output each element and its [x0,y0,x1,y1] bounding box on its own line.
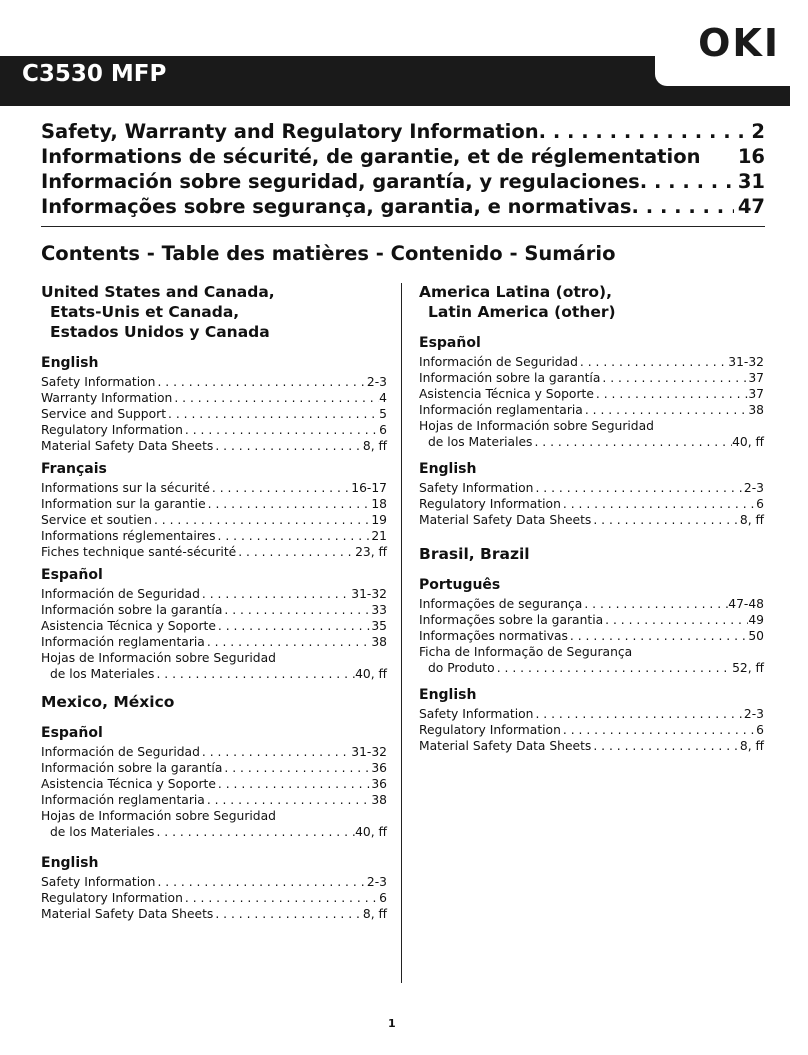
toc-entry[interactable] [41,874,387,890]
entry-title: Informações normativas [419,629,568,643]
title-text: Información sobre seguridad, garantía, y regulaciones [41,170,640,193]
toc-entry[interactable] [419,386,764,402]
entry-title: Information sur la garantie [41,497,206,511]
leader-dots [213,906,363,922]
leader-dots [154,824,355,840]
region-heading [41,282,387,342]
entry-title: Service and Support [41,407,167,421]
entry-page: 36 [371,777,387,791]
entry-title: Safety Information [41,375,156,389]
language-heading: English [419,687,477,703]
leader-dots [495,660,732,676]
leader-dots [632,194,734,219]
title-line[interactable] [41,119,765,144]
leader-dots [591,738,740,754]
toc-entry[interactable] [41,374,387,390]
leader-dots [568,628,748,644]
toc-entry[interactable] [41,744,387,760]
entry-title: Información de Seguridad [41,745,200,759]
leader-dots [591,512,740,528]
entry-title: Regulatory Information [41,891,183,905]
title-line[interactable] [41,194,765,219]
entry-page: 2-3 [366,875,387,889]
entry-title: Informations sur la sécurité [41,481,210,495]
region-line: America Latina (otro), [419,283,613,301]
toc-entry[interactable] [41,792,387,808]
leader-dots [183,890,379,906]
entry-title: Warranty Information [41,391,173,405]
leader-dots [210,480,351,496]
entry-title: Service et soutien [41,513,152,527]
entry-title-line[interactable]: Hojas de Información sobre Seguridad [41,651,276,665]
toc-entry[interactable] [419,706,764,722]
toc-entry[interactable] [41,544,387,560]
entry-page: 35 [371,619,387,633]
leader-dots [200,744,351,760]
entry-title: Regulatory Information [41,423,183,437]
title-page: 47 [737,195,765,218]
entry-page: 38 [371,635,387,649]
leader-dots [236,544,355,560]
title-block [41,119,765,219]
leader-dots [533,706,743,722]
leader-dots [578,354,728,370]
region-line: Latin America (other) [428,303,616,321]
entry-page: 2-3 [743,481,764,495]
toc-entry[interactable] [419,402,764,418]
language-heading: Português [419,577,501,593]
entry-title: Safety Information [41,875,156,889]
toc-entry[interactable] [41,528,387,544]
leader-dots [533,480,743,496]
entry-page: 38 [748,403,764,417]
oki-logo: OKI [698,21,780,65]
language-heading: English [41,855,99,871]
toc-entry[interactable] [419,370,764,386]
entry-title: Informações de segurança [419,597,583,611]
entry-page: 6 [756,723,764,737]
title-page: 2 [751,120,765,143]
language-heading: English [419,461,477,477]
toc-entry[interactable] [41,760,387,776]
leader-dots [216,528,372,544]
region-line: Etats-Unis et Canada, [50,303,240,321]
toc-entry[interactable] [419,628,764,644]
entry-page: 5 [379,407,387,421]
entry-page: 21 [371,529,387,543]
entry-title: Información sobre la garantía [41,761,223,775]
leader-dots [213,438,363,454]
leader-dots [582,596,728,612]
toc-entry[interactable] [41,390,387,406]
entry-page: 31-32 [728,355,764,369]
entry-title: Información reglamentaria [41,793,205,807]
entry-title: Regulatory Information [419,497,561,511]
entry-title: de los Materiales [50,825,155,839]
leader-dots [222,760,371,776]
toc-entry[interactable] [41,906,387,922]
entry-title: Material Safety Data Sheets [41,907,214,921]
left-column [41,282,387,922]
entry-page: 8, ff [362,907,387,921]
entry-page: 2-3 [743,707,764,721]
entry-page: 49 [748,613,764,627]
language-heading: Français [41,461,107,477]
entry-page: 37 [748,387,764,401]
leader-dots [155,874,366,890]
title-line[interactable] [41,144,765,169]
leader-dots [166,406,379,422]
entry-title: Informations réglementaires [41,529,216,543]
leader-dots [172,390,379,406]
entry-title: Safety Information [419,481,534,495]
column-divider [401,283,402,983]
logo-subtitle: PRINTING SOLUTIONS [670,68,798,79]
entry-page: 6 [756,497,764,511]
toc-entry[interactable] [419,512,764,528]
entry-page: 37 [748,371,764,385]
leader-dots [600,370,748,386]
toc-entry[interactable] [419,354,764,370]
entry-page: 8, ff [739,513,764,527]
leader-dots [216,776,371,792]
leader-dots [205,792,372,808]
region-line: Estados Unidos y Canada [50,323,270,341]
toc-entry[interactable] [41,422,387,438]
leader-dots [200,586,351,602]
entry-page: 40, ff [732,435,764,449]
entry-title: Información de Seguridad [419,355,578,369]
entry-title-line[interactable]: Ficha de Informação de Segurança [419,645,633,659]
language-heading: Español [41,567,103,583]
page-number: 1 [388,1017,396,1030]
horizontal-rule [41,226,765,227]
toc-entry[interactable] [41,618,387,634]
toc-entry[interactable] [41,438,387,454]
entry-title: do Produto [428,661,495,675]
language-heading: Español [41,725,103,741]
entry-page: 52, ff [732,661,764,675]
model-title: C3530 MFP [22,61,167,87]
leader-dots [603,612,748,628]
entry-title: Asistencia Técnica y Soporte [41,777,216,791]
entry-title: Información sobre la garantía [419,371,601,385]
leader-dots [532,434,732,450]
toc-entry[interactable] [419,722,764,738]
entry-page: 23, ff [355,545,387,559]
leader-dots [222,602,371,618]
entry-page: 47-48 [728,597,764,611]
toc-entry[interactable] [41,666,387,682]
title-page: 31 [737,170,765,193]
entry-title: Safety Information [419,707,534,721]
toc-entry[interactable] [41,634,387,650]
entry-title: Información reglamentaria [419,403,583,417]
entry-page: 33 [371,603,387,617]
toc-entry[interactable] [41,586,387,602]
entry-page: 8, ff [362,439,387,453]
toc-entry[interactable] [41,890,387,906]
toc-entry[interactable] [41,496,387,512]
toc-entry[interactable] [419,660,764,676]
toc-entry[interactable] [419,596,764,612]
entry-page: 38 [371,793,387,807]
toc-entry[interactable] [41,776,387,792]
region-heading [419,282,764,322]
entry-title: Fiches technique santé-sécurité [41,545,237,559]
entry-page: 2-3 [366,375,387,389]
entry-title: Información sobre la garantía [41,603,223,617]
toc-entry[interactable] [419,496,764,512]
entry-title: Asistencia Técnica y Soporte [419,387,594,401]
leader-dots [539,119,748,144]
right-column [419,282,764,754]
entry-page: 40, ff [355,825,387,839]
entry-title: Información reglamentaria [41,635,205,649]
toc-entry[interactable] [41,824,387,840]
entry-page: 50 [748,629,764,643]
region-heading: Mexico, México [41,693,175,711]
leader-dots [640,169,734,194]
entry-page: 16-17 [351,481,387,495]
leader-dots [155,374,366,390]
leader-dots [183,422,379,438]
entry-page: 6 [379,891,387,905]
entry-title: de los Materiales [428,435,533,449]
title-page: 16 [737,145,765,168]
region-line: United States and Canada, [41,283,275,301]
entry-title: Regulatory Information [419,723,561,737]
leader-dots [561,496,756,512]
entry-title: Información de Seguridad [41,587,200,601]
entry-title: Asistencia Técnica y Soporte [41,619,216,633]
toc-entry[interactable] [41,406,387,422]
toc-entry[interactable] [419,612,764,628]
toc-entry[interactable] [41,512,387,528]
leader-dots [583,402,749,418]
entry-page: 18 [371,497,387,511]
entry-page: 8, ff [739,739,764,753]
leader-dots [205,634,372,650]
toc-entry[interactable] [419,738,764,754]
entry-title-line[interactable]: Hojas de Información sobre Seguridad [419,419,654,433]
toc-entry[interactable] [41,480,387,496]
entry-page: 6 [379,423,387,437]
entry-title: de los Materiales [50,667,155,681]
leader-dots [216,618,371,634]
entry-title: Material Safety Data Sheets [419,513,592,527]
entry-page: 19 [371,513,387,527]
contents-heading: Contents - Table des matières - Contenido - Sumário [41,242,616,265]
entry-page: 4 [379,391,387,405]
entry-page: 36 [371,761,387,775]
title-text: Informations de sécurité, de garantie, et de réglementation [41,145,701,168]
leader-dots [152,512,371,528]
entry-title-line[interactable]: Hojas de Información sobre Seguridad [41,809,276,823]
entry-page: 31-32 [351,587,387,601]
region-heading: Brasil, Brazil [419,545,530,563]
entry-title: Informações sobre la garantia [419,613,604,627]
leader-dots [154,666,355,682]
leader-dots [206,496,372,512]
entry-title: Material Safety Data Sheets [419,739,592,753]
title-line[interactable] [41,169,765,194]
entry-page: 31-32 [351,745,387,759]
language-heading: English [41,355,99,371]
toc-entry[interactable] [419,434,764,450]
title-text: Safety, Warranty and Regulatory Information [41,120,539,143]
entry-page: 40, ff [355,667,387,681]
entry-title: Material Safety Data Sheets [41,439,214,453]
leader-dots [594,386,748,402]
toc-entry[interactable] [419,480,764,496]
language-heading: Español [419,335,481,351]
toc-entry[interactable] [41,602,387,618]
leader-dots [561,722,756,738]
title-text: Informações sobre segurança, garantia, e normativas [41,195,632,218]
